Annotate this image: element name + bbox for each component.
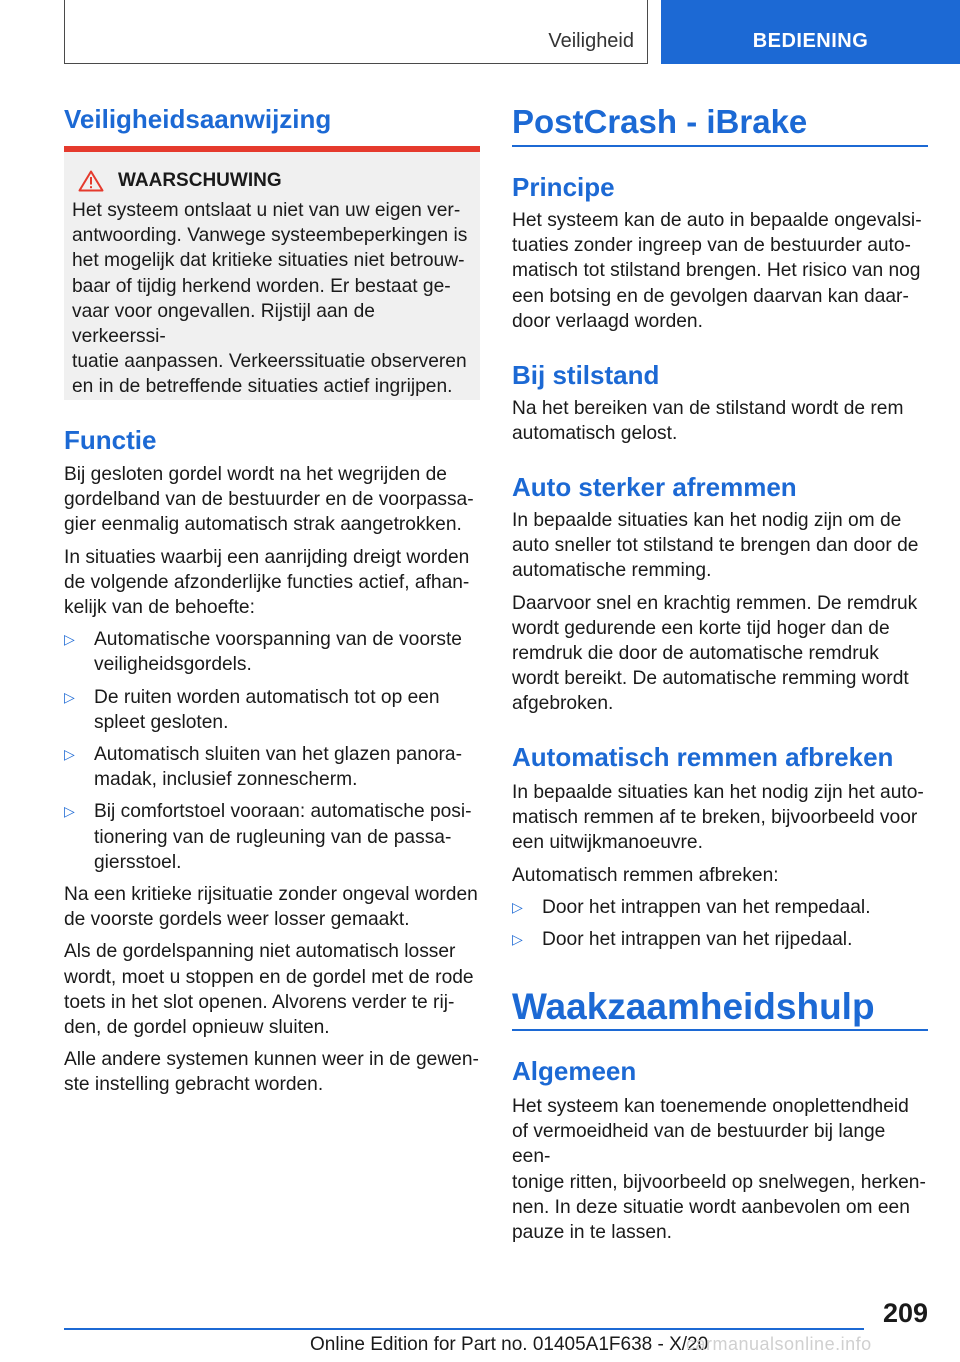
algemeen-heading: Algemeen: [512, 1056, 637, 1086]
sterker-heading: Auto sterker afremmen: [512, 472, 797, 502]
text-line: Door het intrappen van het rempedaal.: [542, 896, 871, 918]
text-line: wordt, moet u stoppen en de gordel met de rode: [64, 966, 474, 988]
text-line: afgebroken.: [512, 693, 614, 715]
text-line: vaar voor ongevallen. Rijstijl aan de verkeerssi-: [72, 300, 375, 348]
warning-box: [64, 152, 480, 400]
list-item: [64, 799, 480, 875]
page-number: 209: [882, 1298, 928, 1328]
list-item: [512, 927, 928, 952]
text-line: en in de betreffende situaties actief ingrijpen.: [72, 376, 453, 398]
paragraph: [64, 545, 480, 621]
stilstand-body: [512, 396, 928, 446]
text-line: Bij gesloten gordel wordt na het wegrijden de: [64, 464, 447, 485]
postcrash-title: PostCrash - iBrake: [512, 103, 808, 140]
triangle-right-icon: ▷: [512, 931, 523, 948]
text-line: gordelband van de bestuurder en de voorpassa-: [64, 489, 474, 511]
title-rule: [512, 1029, 928, 1031]
text-line: baar of tijdig herkend worden. Er bestaat ge-: [72, 275, 451, 297]
text-line: giersstoel.: [94, 851, 182, 873]
text-line: wordt gedurende een korte tijd hoger dan de: [512, 617, 890, 639]
text-line: matisch remmen af te breken, bijvoorbeeld voor: [512, 807, 918, 829]
text-line: wordt bereikt. De automatische remming wordt: [512, 668, 909, 690]
text-line: de volgende afzonderlijke functies actief, afhan-: [64, 571, 470, 593]
text-line: de voorste gordels weer losser gemaakt.: [64, 909, 410, 931]
text-line: Door het intrappen van het rijpedaal.: [542, 929, 853, 951]
text-line: In bepaalde situaties kan het nodig zijn het auto-: [512, 782, 924, 803]
text-line: toets in het slot openen. Alvorens verder te rij-: [64, 991, 455, 1013]
text-line: De ruiten worden automatisch tot op een: [94, 686, 440, 708]
algemeen-body: [512, 1094, 928, 1245]
principe-heading: Principe: [512, 172, 615, 202]
text-line: Na een kritieke rijsituatie zonder ongeval worden: [64, 884, 478, 906]
text-line: auto sneller tot stilstand te brengen dan door de: [512, 535, 919, 557]
paragraph: [512, 780, 928, 856]
afbreken-body: [512, 780, 928, 952]
header-chapter-tab: BEDIENING: [661, 0, 960, 64]
text-line: kelijk van de behoefte:: [64, 597, 255, 619]
safety-heading: Veiligheidsaanwijzing: [64, 104, 332, 134]
triangle-right-icon: ▷: [64, 746, 75, 763]
header-section-title: Veiligheid: [548, 30, 634, 52]
text-line: remdruk die door de automatische remdruk: [512, 643, 879, 665]
text-line: Het systeem kan toenemende onoplettendheid: [512, 1096, 909, 1117]
text-line: ste instelling gebracht worden.: [64, 1074, 324, 1096]
paragraph: [64, 939, 480, 1040]
text-line: tuaties zonder ingreep van de bestuurder auto-: [512, 235, 911, 257]
triangle-right-icon: ▷: [64, 688, 75, 705]
text-line: den, de gordel opnieuw sluiten.: [64, 1017, 330, 1039]
watermark: carmanualsonline.info: [686, 1334, 872, 1354]
paragraph: [64, 1047, 480, 1097]
text-line: Het systeem ontslaat u niet van uw eigen ver-: [72, 200, 461, 221]
text-line: spleet gesloten.: [94, 711, 229, 733]
text-line: gier eenmalig automatisch strak aangetrokken.: [64, 514, 462, 536]
footer-rule: [64, 1328, 864, 1330]
text-line: Daarvoor snel en krachtig remmen. De remdruk: [512, 592, 918, 614]
list-item: [64, 685, 480, 735]
text-line: Automatisch remmen afbreken:: [512, 864, 779, 886]
text-line: Na het bereiken van de stilstand wordt de rem: [512, 398, 904, 419]
text-line: door verlaagd worden.: [512, 310, 703, 332]
functie-heading: Functie: [64, 425, 157, 455]
warning-text: [72, 198, 472, 400]
paragraph: [512, 508, 928, 584]
text-line: In situaties waarbij een aanrijding dreigt worden: [64, 546, 470, 568]
text-line: tionering van de rugleuning van de passa-: [94, 826, 452, 848]
paragraph: [64, 882, 480, 932]
triangle-right-icon: ▷: [512, 898, 523, 915]
afbreken-heading: Automatisch remmen afbreken: [512, 742, 894, 772]
text-line: In bepaalde situaties kan het nodig zijn om de: [512, 510, 902, 531]
text-line: Het systeem kan de auto in bepaalde ongevalsi-: [512, 210, 922, 231]
stilstand-heading: Bij stilstand: [512, 360, 660, 390]
list-item: [64, 627, 480, 677]
sterker-body: [512, 508, 928, 717]
title-rule: [512, 145, 928, 147]
text-line: Automatisch sluiten van het glazen panora-: [94, 744, 462, 766]
text-line: een uitwijkmanoeuvre.: [512, 832, 703, 854]
functie-body: [64, 462, 480, 1098]
triangle-right-icon: ▷: [64, 631, 75, 648]
text-line: matisch tot stilstand brengen. Het risico van nog: [512, 260, 921, 282]
triangle-right-icon: ▷: [64, 803, 75, 820]
warning-label: WAARSCHUWING: [118, 170, 282, 191]
principe-body: [512, 208, 928, 334]
text-line: antwoording. Vanwege systeembeperkingen is: [72, 225, 468, 247]
waakzaam-title: Waakzaamheidshulp: [512, 986, 875, 1027]
warning-triangle-icon: [78, 170, 104, 192]
text-line: een botsing en de gevolgen daarvan kan daar-: [512, 285, 909, 307]
text-line: pauze in te lassen.: [512, 1222, 673, 1244]
paragraph: [512, 591, 928, 717]
edition-text: Online Edition for Part no. 01405A1F638 - X/20: [310, 1334, 709, 1355]
text-line: nen. In deze situatie wordt aanbevolen om een: [512, 1196, 910, 1218]
text-line: automatisch gelost.: [512, 423, 678, 445]
text-line: Als de gordelspanning niet automatisch losser: [64, 941, 456, 963]
text-line: madak, inclusief zonnescherm.: [94, 769, 358, 791]
list-item: [512, 895, 928, 920]
paragraph: [64, 462, 480, 538]
text-line: of vermoeidheid van de bestuurder bij lange een-: [512, 1121, 886, 1168]
warning-title: [78, 170, 472, 192]
text-line: Bij comfortstoel vooraan: automatische posi-: [94, 801, 472, 823]
text-line: Alle andere systemen kunnen weer in de gewen-: [64, 1049, 479, 1071]
text-line: veiligheidsgordels.: [94, 654, 252, 676]
text-line: Automatische voorspanning van de voorste: [94, 629, 462, 651]
text-line: tuatie aanpassen. Verkeerssituatie observeren: [72, 351, 467, 373]
list-item: [64, 742, 480, 792]
text-line: het mogelijk dat kritieke situaties niet betrouw-: [72, 250, 465, 272]
text-line: automatische remming.: [512, 560, 712, 582]
text-line: tonige ritten, bijvoorbeeld op snelwegen, herken-: [512, 1171, 926, 1193]
